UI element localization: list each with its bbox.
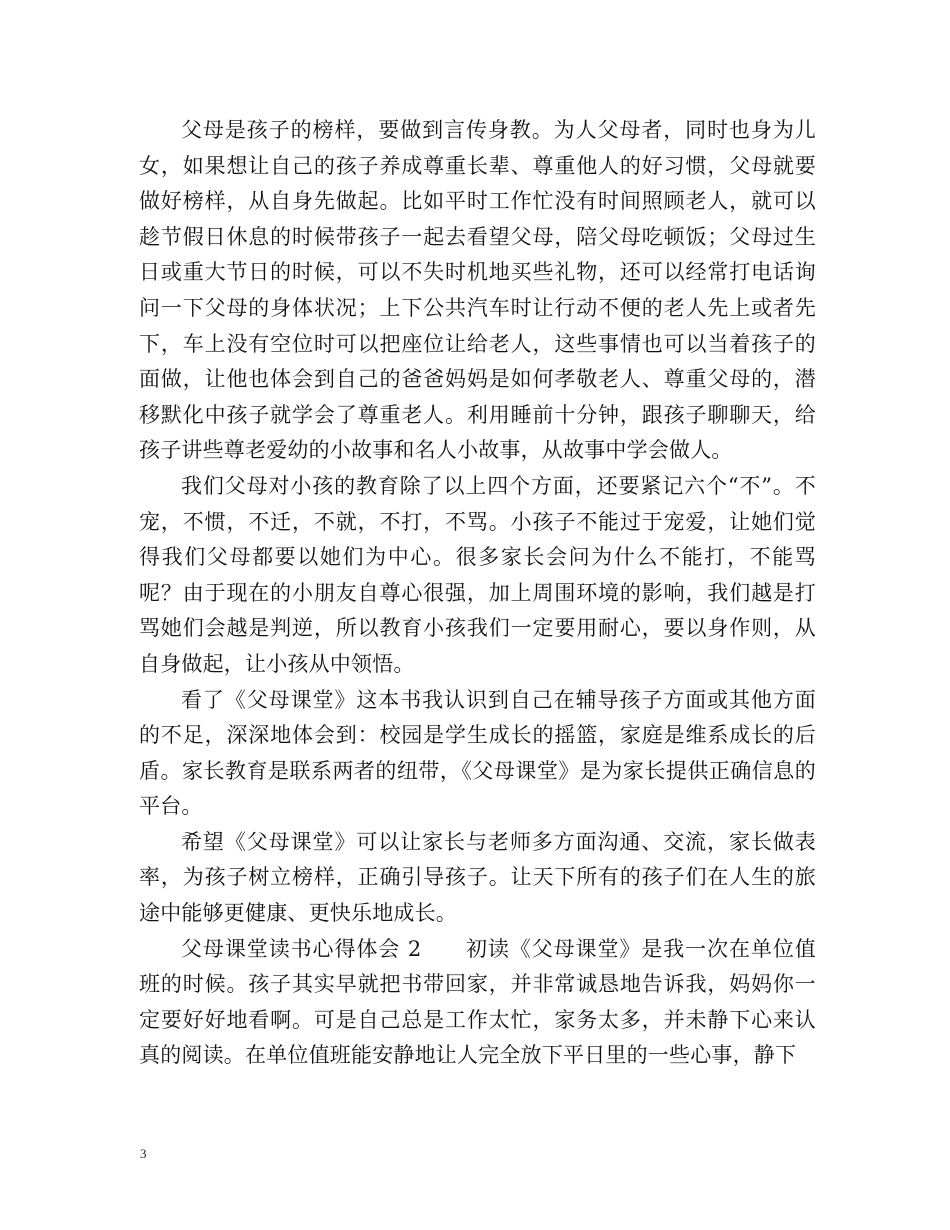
body-text <box>139 113 816 1074</box>
paragraph-six-nots: 我们父母对小孩的教育除了以上四个方面，还要紧记六个“不”。不宠，不惯，不迁，不就，不打，不骂。小孩子不能过于宠爱，让她们觉得我们父母都要以她们为中心。很多家长会问为什么不能打，不能骂呢？由于现在的小朋友自尊心很强，加上周围环境的影响，我们越是打骂她们会越是判逆，所以教育小孩我们一定要用耐心，要以身作则，从自身做起，让小孩从中领悟。 <box>139 473 816 676</box>
paragraph-book-reflection: 看了《父母课堂》这本书我认识到自己在辅导孩子方面或其他方面的不足，深深地体会到：校园是学生成长的摇篮，家庭是维系成长的后盾。家长教育是联系两者的纽带，《父母课堂》是为家长提供正确信息的平台。 <box>139 687 816 819</box>
page-number: 3 <box>140 1146 147 1161</box>
paragraph-role-model: 父母是孩子的榜样，要做到言传身教。为人父母者，同时也身为儿女，如果想让自己的孩子养成尊重长辈、尊重他人的好习惯，父母就要做好榜样，从自身先做起。比如平时工作忙没有时间照顾老人，就可以趁节假日休息的时候带孩子一起去看望父母，陪父母吃顿饭；父母过生日或重大节日的时候，可以不失时机地买些礼物，还可以经常打电话询问一下父母的身体状况；上下公共汽车时让行动不便的老人先上或者先下，车上没有空位时可以把座位让给老人，这些事情也可以当着孩子的面做，让他也体会到自己的爸爸妈妈是如何孝敬老人、尊重父母的，潜移默化中孩子就学会了尊重老人。利用睡前十分钟，跟孩子聊聊天，给孩子讲些尊老爱幼的小故事和名人小故事，从故事中学会做人。 <box>139 118 816 463</box>
paragraph-hope: 希望《父母课堂》可以让家长与老师多方面沟通、交流，家长做表率，为孩子树立榜样，正确引导孩子。让天下所有的孩子们在人生的旅途中能够更健康、更快乐地成长。 <box>139 829 816 926</box>
paragraph-essay-2-start: 父母课堂读书心得体会 2 初读《父母课堂》是我一次在单位值班的时候。孩子其实早就把书带回家，并非常诚恳地告诉我，妈妈你一定要好好地看啊。可是自己总是工作太忙，家务太多，并未静下心来认真的阅读。在单位值班能安静地让人完全放下平日里的一些心事，静下 <box>139 936 816 1068</box>
